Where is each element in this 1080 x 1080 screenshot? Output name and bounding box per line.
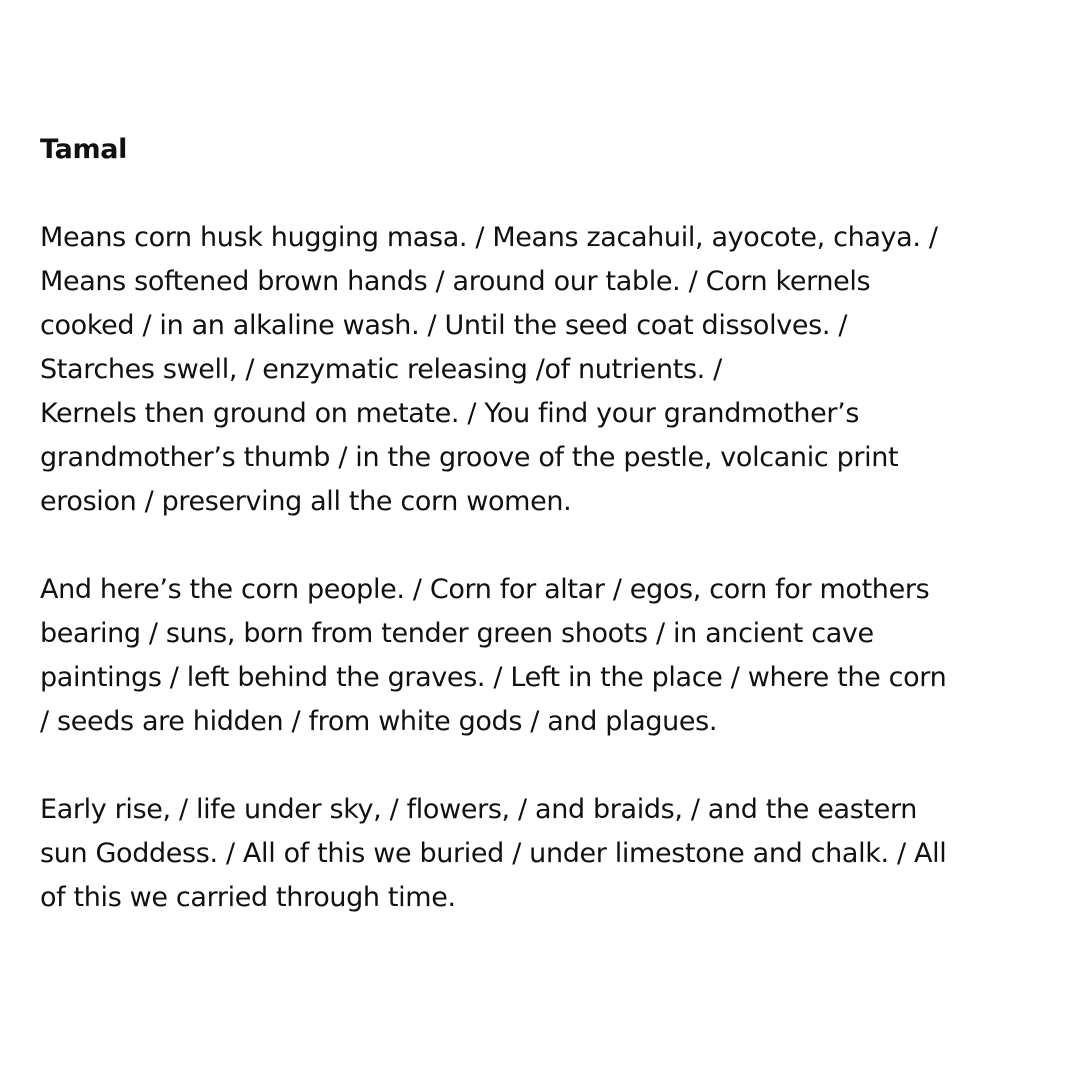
stanza-1 [40,216,1050,524]
poem-line: paintings / left behind the graves. / Left in the place / where the corn [40,662,947,693]
poem-line: Kernels then ground on metate. / You find your grandmother’s [40,398,860,429]
poem-line: And here’s the corn people. / Corn for altar / egos, corn for mothers [40,574,930,605]
poem-line: bearing / suns, born from tender green shoots / in ancient cave [40,618,874,649]
poem-line: Means softened brown hands / around our table. / Corn kernels [40,266,871,297]
poem-line: Means corn husk hugging masa. / Means zacahuil, ayocote, chaya. / [40,222,938,253]
poem-line: Early rise, / life under sky, / flowers, / and braids, / and the eastern [40,794,917,825]
poem-line: sun Goddess. / All of this we buried / under limestone and chalk. / All [40,838,947,869]
stanza-3 [40,788,1050,920]
poem-line: cooked / in an alkaline wash. / Until the seed coat dissolves. / [40,310,848,341]
poem-line: grandmother’s thumb / in the groove of the pestle, volcanic print [40,442,899,473]
poem-line: erosion / preserving all the corn women. [40,486,572,517]
poem [40,128,1050,964]
poem-title: Tamal [40,134,128,165]
stanza-2 [40,568,1050,744]
poem-line: / seeds are hidden / from white gods / and plagues. [40,706,718,737]
poem-line: Starches swell, / enzymatic releasing /of nutrients. / [40,354,722,385]
poem-line: of this we carried through time. [40,882,456,913]
